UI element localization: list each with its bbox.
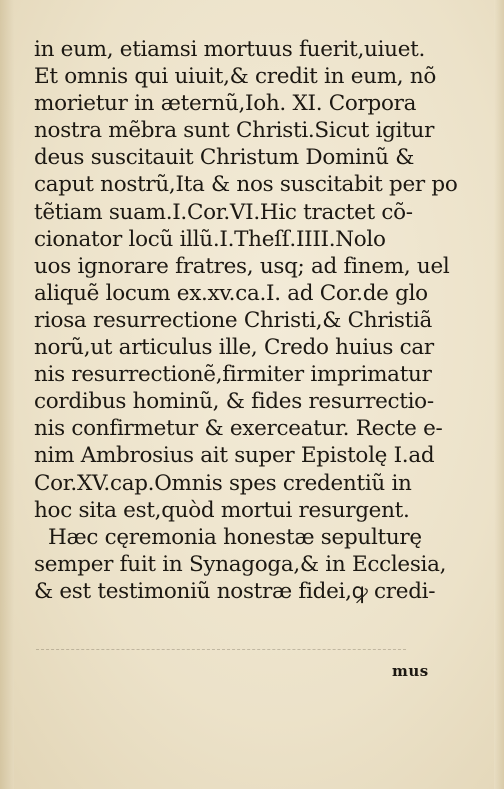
text-line: nis resurrectionẽ,firmiter imprimatur bbox=[34, 362, 432, 388]
page-gutter-shadow bbox=[0, 0, 14, 789]
text-line: cordibus hominũ, & fides resurrectio- bbox=[34, 389, 434, 415]
text-line: nis confirmetur & exerceatur. Recte e- bbox=[34, 416, 443, 442]
text-line: nim Ambrosius ait super Epistolę I.ad bbox=[34, 443, 435, 469]
text-line: norũ,ut articulus ille, Credo huius car bbox=[34, 335, 434, 361]
text-line: semper fuit in Synagoga,& in Ecclesia, bbox=[34, 551, 447, 577]
text-line: Cor.XV.cap.Omnis spes credentiũ in bbox=[34, 470, 412, 496]
text-line: riosa resurrectione Christi,& Christiã bbox=[34, 307, 433, 333]
text-line: cionator locũ illũ.I.Theſſ.IIII.Nolo bbox=[34, 226, 386, 252]
text-line: deus suscitauit Christum Dominũ & bbox=[34, 145, 415, 171]
text-line: aliquẽ locum ex.xv.ca.I. ad Cor.de glo bbox=[34, 280, 428, 306]
text-line: uos ignorare fratres, usq; ad finem, uel bbox=[34, 253, 450, 279]
catchword: mus bbox=[392, 662, 429, 680]
text-line: nostra mẽbra sunt Christi.Sicut igitur bbox=[34, 118, 435, 144]
text-line: caput nostrũ,Ita & nos suscitabit per po bbox=[34, 172, 458, 198]
text-line: in eum, etiamsi mortuus fuerit,uiuet. bbox=[34, 37, 426, 62]
text-line: tẽtiam suam.I.Cor.VI.Hic tractet cõ- bbox=[34, 199, 413, 225]
text-line: hoc sita est,quòd mortui resurgent. bbox=[34, 497, 410, 523]
text-line: Et omnis qui uiuit,& credit in eum, nõ bbox=[34, 64, 437, 90]
faint-rule bbox=[36, 649, 406, 650]
paragraph-start-line: Hæc cęremonia honestæ sepulturę bbox=[48, 524, 422, 550]
text-line: & est testimoniũ nostræ fidei,ꝙ credi- bbox=[34, 578, 436, 604]
body-text bbox=[34, 36, 458, 605]
text-line: morietur in æternũ,Ioh. XI. Corpora bbox=[34, 91, 417, 117]
page-edge-shadow bbox=[494, 0, 504, 789]
